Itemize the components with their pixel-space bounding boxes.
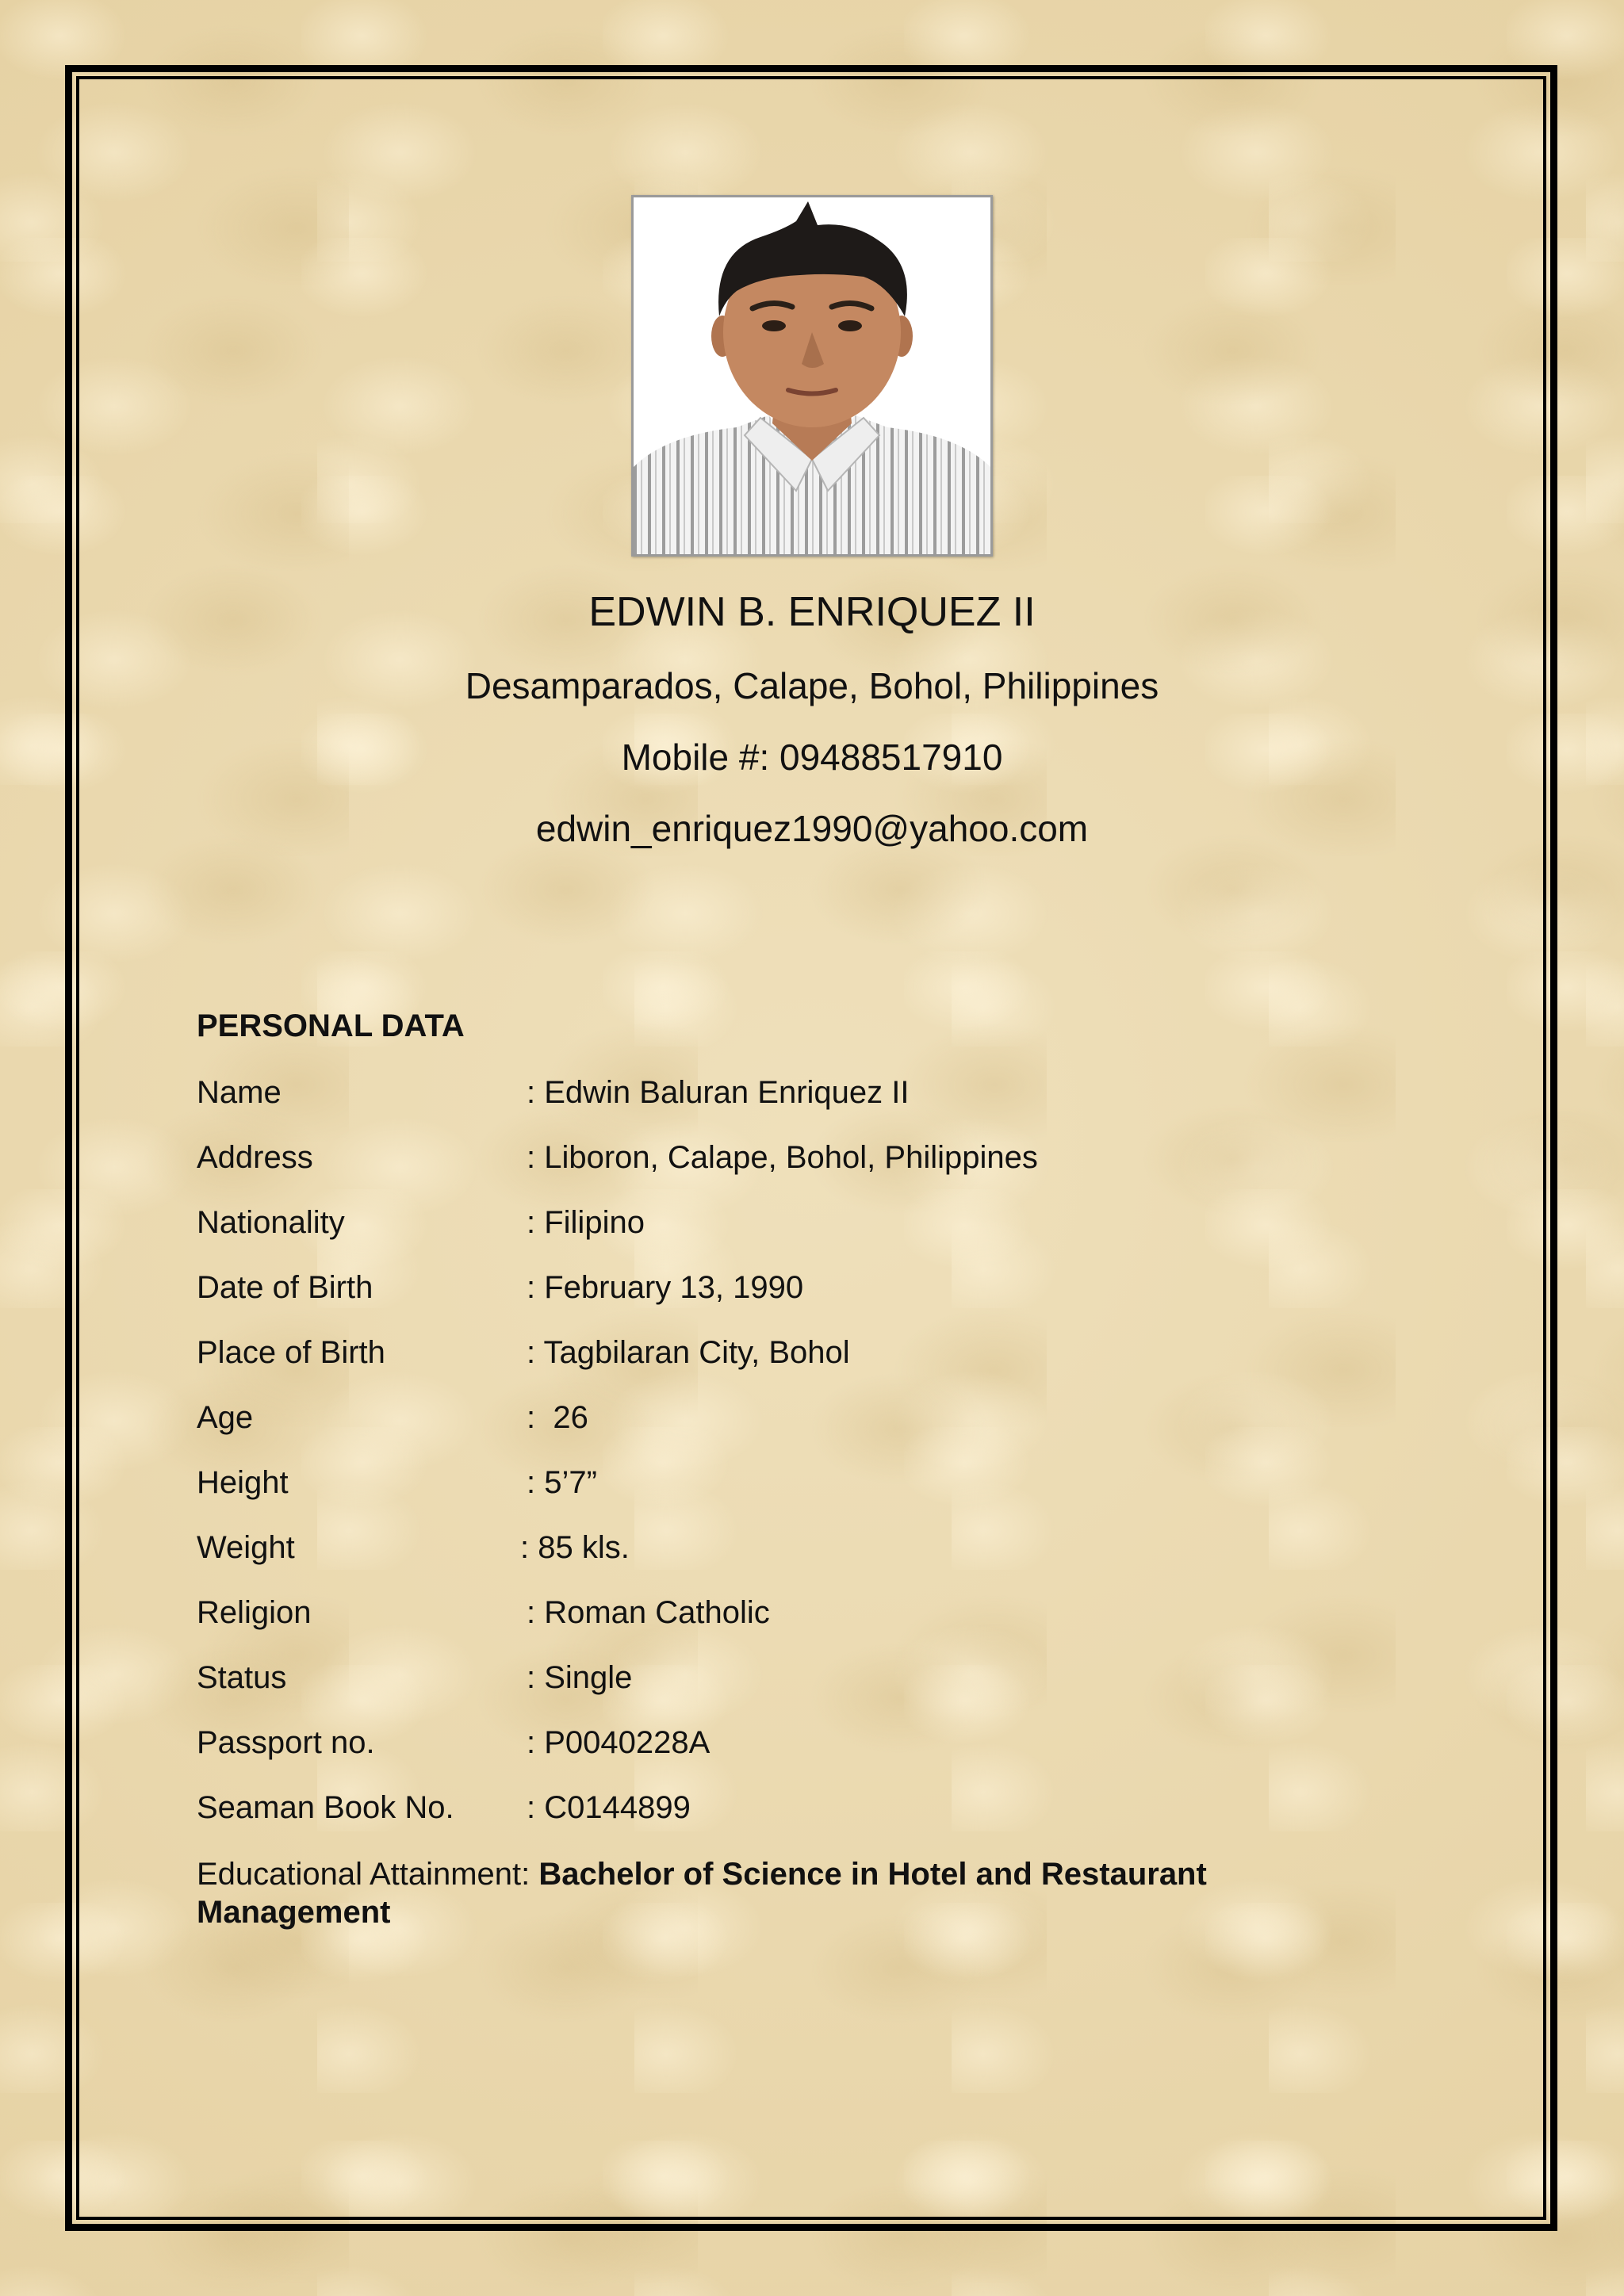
row-label: Weight bbox=[197, 1530, 295, 1565]
row-nationality bbox=[197, 1205, 1434, 1270]
header-address: Desamparados, Calape, Bohol, Philippines bbox=[465, 665, 1159, 706]
row-label: Date of Birth bbox=[197, 1270, 373, 1305]
row-label: Status bbox=[197, 1660, 287, 1695]
education-label: Educational Attainment: bbox=[197, 1857, 539, 1892]
row-status bbox=[197, 1660, 1434, 1725]
header-email: edwin_enriquez1990@yahoo.com bbox=[535, 808, 1089, 849]
row-label: Seaman Book No. bbox=[197, 1790, 454, 1825]
row-value: : Roman Catholic bbox=[527, 1595, 770, 1630]
row-date-of-birth bbox=[197, 1270, 1434, 1335]
row-value: : Edwin Baluran Enriquez II bbox=[527, 1075, 910, 1110]
row-label: Address bbox=[197, 1140, 313, 1175]
row-value: : Single bbox=[527, 1660, 633, 1695]
row-value: : February 13, 1990 bbox=[527, 1270, 804, 1305]
row-seaman-book-no bbox=[197, 1790, 1434, 1855]
row-value: : Liboron, Calape, Bohol, Philippines bbox=[527, 1140, 1038, 1175]
row-label: Passport no. bbox=[197, 1725, 375, 1760]
row-religion bbox=[197, 1595, 1434, 1660]
row-label: Name bbox=[197, 1075, 282, 1110]
row-label: Nationality bbox=[197, 1205, 345, 1240]
row-weight bbox=[197, 1530, 1434, 1595]
row-value: : P0040228A bbox=[527, 1725, 710, 1760]
personal-data-list bbox=[197, 1075, 1434, 1855]
row-passport-no bbox=[197, 1725, 1434, 1790]
candidate-name: EDWIN B. ENRIQUEZ II bbox=[588, 589, 1036, 635]
row-label: Religion bbox=[197, 1595, 312, 1630]
profile-photo bbox=[631, 195, 993, 557]
row-label: Place of Birth bbox=[197, 1335, 385, 1370]
row-height bbox=[197, 1465, 1434, 1530]
education-value: Bachelor of Science in Hotel and Restaurant Management bbox=[197, 1857, 1207, 1930]
row-place-of-birth bbox=[197, 1335, 1434, 1400]
row-value: : Filipino bbox=[527, 1205, 645, 1240]
row-address bbox=[197, 1140, 1434, 1205]
header-mobile: Mobile #: 09488517910 bbox=[621, 737, 1003, 778]
educational-attainment bbox=[197, 1855, 1307, 1931]
row-value: : 85 kls. bbox=[520, 1530, 630, 1565]
row-age bbox=[197, 1400, 1434, 1465]
row-name bbox=[197, 1075, 1434, 1140]
row-value: : Tagbilaran City, Bohol bbox=[527, 1335, 850, 1370]
section-heading-personal-data: PERSONAL DATA bbox=[197, 1008, 465, 1043]
row-value: : C0144899 bbox=[527, 1790, 691, 1825]
row-label: Age bbox=[197, 1400, 254, 1435]
row-label: Height bbox=[197, 1465, 289, 1500]
row-value: : 5’7” bbox=[527, 1465, 597, 1500]
row-value: : 26 bbox=[527, 1400, 588, 1435]
